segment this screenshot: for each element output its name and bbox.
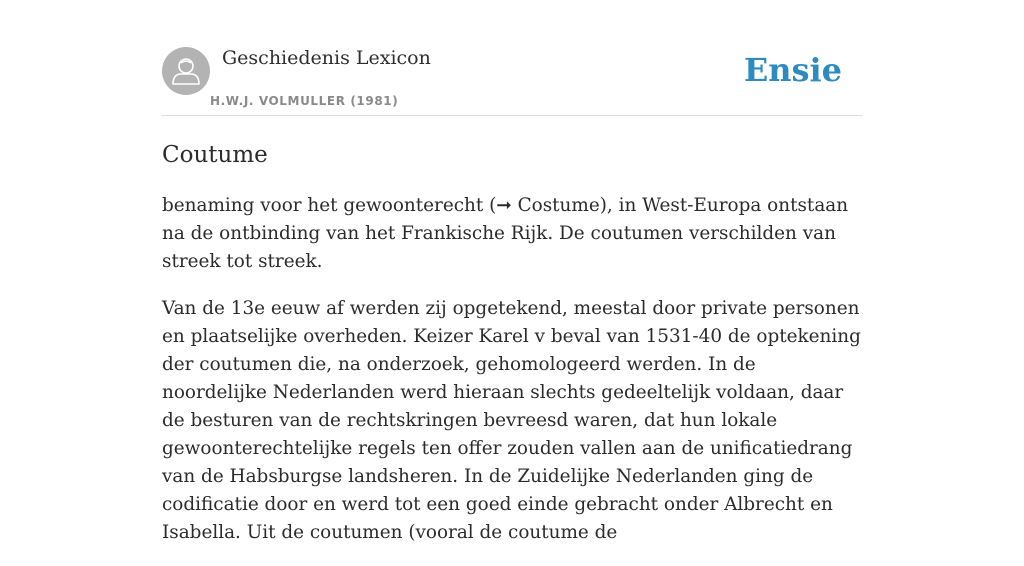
header-divider [162,115,862,116]
cross-reference-link[interactable]: Costume [517,195,600,216]
entry-body [162,192,862,566]
entry-title: Coutume [162,142,268,168]
paragraph-text: ), in West-Europa ontstaan na de ontbinding van het Frankische Rijk. De coutumen verschilden van streek tot streek. [162,195,849,272]
arrow-icon: ➞ [496,195,512,216]
avatar[interactable] [162,47,210,95]
paragraph-text: benaming voor het gewoonterecht ( [162,195,497,216]
paragraph: Van de 13e eeuw af werden zij opgetekend, meestal door private personen en plaatselijke overheden. Keizer Karel v beval van 1531-40 de optekening der coutumen die, na onderzoek, gehomologeerd werden. In de noordelijke Nederlanden werd hieraan slechts gedeeltelijk voldaan, daar de besturen van de rechtskringen bevreesd waren, dat hun lokale gewoonterechtelijke regels ten offer zouden vallen aan de unificatiedrang van de Habsburgse landsheren. In de Zuidelijke Nederlanden ging de codificatie door en werd tot een goed einde gebracht onder Albrecht en Isabella. Uit de coutumen (vooral de coutume de [162,298,861,543]
author-credit[interactable]: H.W.J. VOLMULLER (1981) [210,94,399,108]
user-avatar-icon [162,47,210,95]
brand-logo[interactable]: Ensie [743,51,842,89]
paragraph [162,192,862,276]
lexicon-title[interactable]: Geschiedenis Lexicon [222,47,431,69]
